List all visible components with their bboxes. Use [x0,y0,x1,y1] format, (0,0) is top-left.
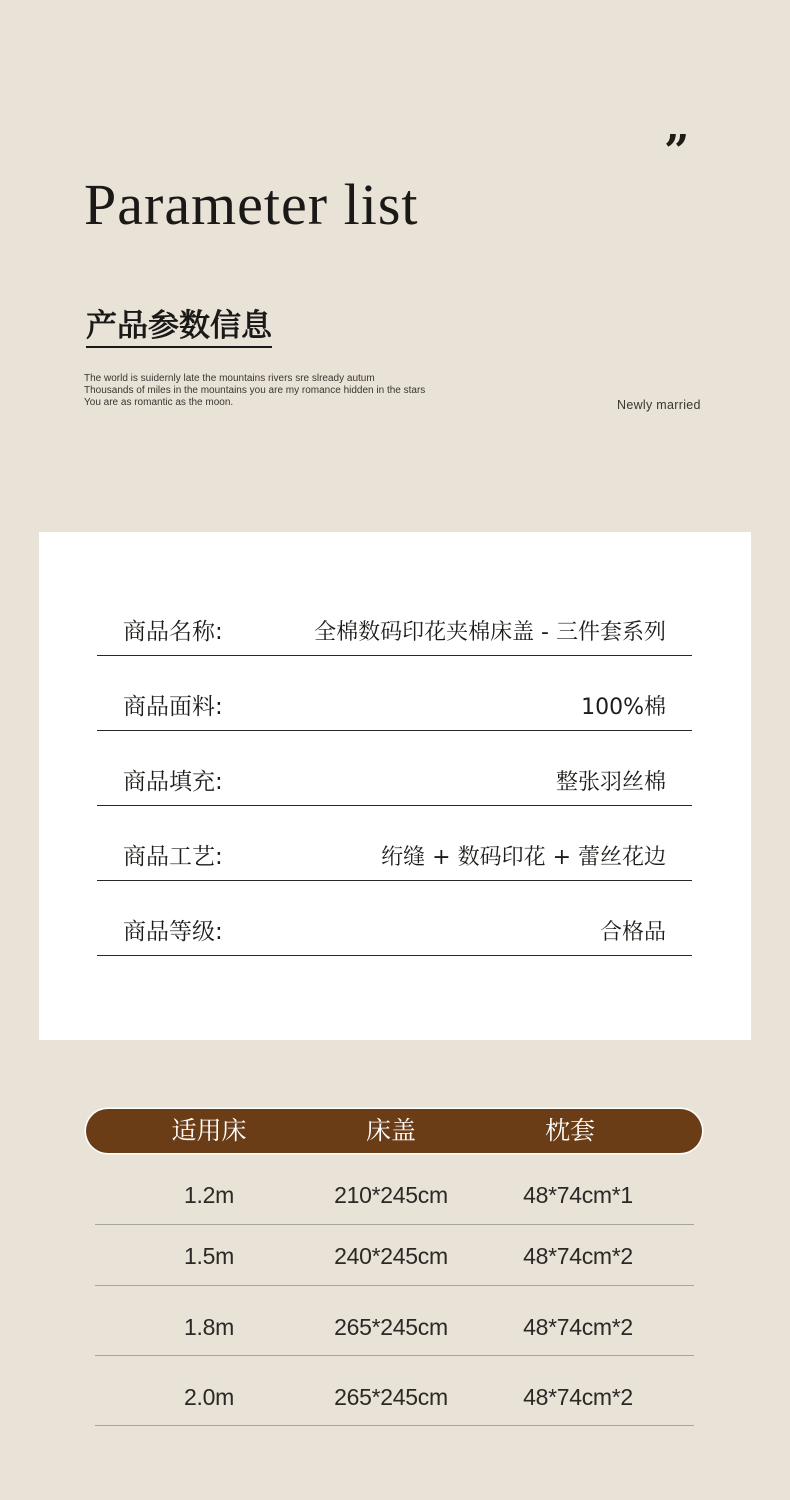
param-label: 商品名称: [123,619,223,645]
tagline: Newly married [617,398,701,412]
table-cell: 265*245cm [334,1314,448,1340]
intro-line: The world is suidernly late the mountains rivers sre slready autum [84,373,375,384]
param-row [97,615,692,656]
table-row [95,1356,694,1426]
param-value: 全棉数码印花夹棉床盖 - 三件套系列 [314,620,666,645]
table-cell: 2.0m [184,1384,234,1410]
table-cell: 1.8m [184,1314,234,1340]
table-cell: 1.2m [184,1182,234,1208]
param-label: 商品填充: [123,769,223,795]
table-row [95,1225,694,1286]
quote-mark-icon: ” [664,126,690,177]
table-cell: 240*245cm [334,1243,448,1269]
param-row [97,840,692,881]
table-cell: 48*74cm*2 [523,1384,633,1410]
param-value: 整张羽丝棉 [555,770,666,795]
param-label: 商品等级: [123,919,223,945]
table-cell: 48*74cm*1 [523,1182,633,1208]
table-row [95,1164,694,1225]
table-row [95,1286,694,1356]
param-value: 绗缝 + 数码印花 + 蕾丝花边 [381,845,666,870]
intro-line: Thousands of miles in the mountains you are my romance hidden in the stars [84,385,426,396]
param-row [97,915,692,956]
param-value: 合格品 [599,920,666,945]
column-header-coverlet: 床盖 [365,1116,417,1145]
intro-line: You are as romantic as the moon. [84,397,234,408]
table-cell: 210*245cm [334,1182,448,1208]
column-header-bed: 适用床 [171,1116,247,1145]
page-title: Parameter list [84,172,419,237]
column-header-pillowcase: 枕套 [544,1116,596,1145]
table-cell: 48*74cm*2 [523,1314,633,1340]
table-cell: 48*74cm*2 [523,1243,633,1269]
param-value: 100%棉 [581,695,666,720]
param-row [97,765,692,806]
table-cell: 265*245cm [334,1384,448,1410]
parameter-card [39,532,751,1040]
section-title: 产品参数信息 [86,306,272,348]
param-label: 商品面料: [123,694,223,720]
intro-text [84,373,504,409]
size-table-header [86,1109,702,1153]
param-label: 商品工艺: [123,844,223,870]
table-cell: 1.5m [184,1243,234,1269]
param-row [97,690,692,731]
